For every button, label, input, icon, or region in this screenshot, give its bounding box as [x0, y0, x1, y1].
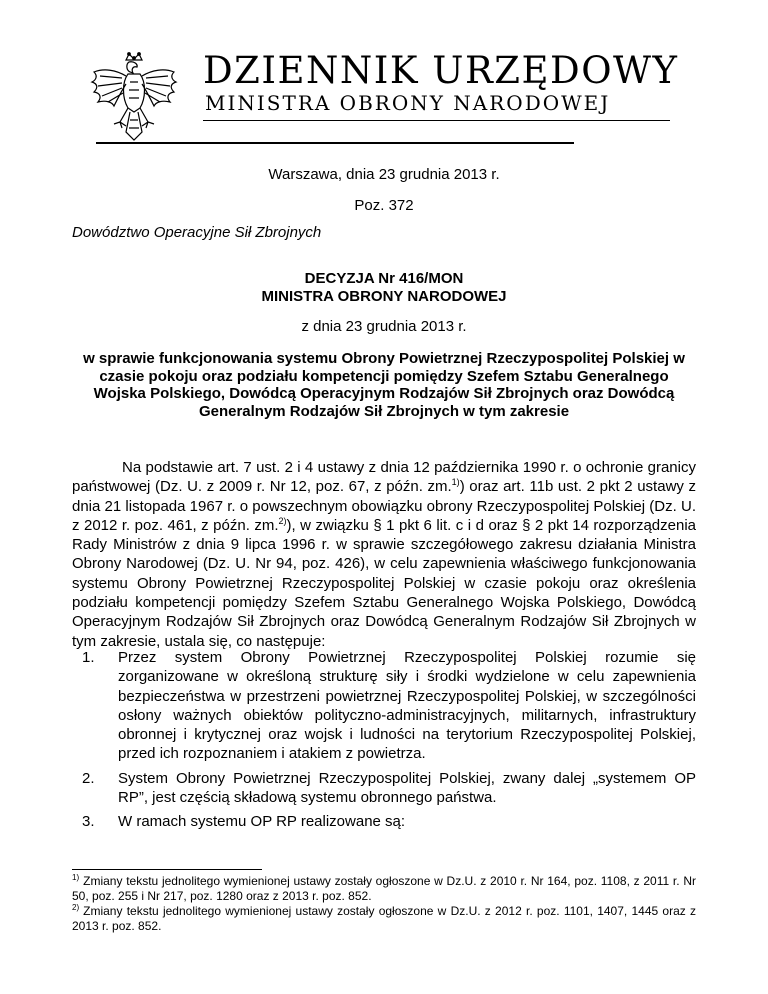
- footnote-mark: 2): [72, 903, 80, 912]
- footnote-text: Zmiany tekstu jednolitego wymienionej ustawy zostały ogłoszone w Dz.U. z 2010 r. Nr 164, poz. 1108, z 2011 r. Nr 50, poz. 255 i Nr 217, poz. 1280 oraz z 2013 r. poz. 852.: [72, 874, 696, 903]
- journal-subtitle: MINISTRA OBRONY NARODOWEJ: [205, 91, 611, 115]
- header-main-rule: [96, 142, 574, 144]
- preamble-part3: ), w związku § 1 pkt 6 lit. c i d oraz § 2 pkt 14 rozporządzenia Rady Ministrów z dnia 9 lipca 1996 r. w sprawie szczegółowego zakresu działania Ministra Obrony Narodowej (Dz. U. Nr 94, poz. 426), w celu zapewnienia właściwego funkcjonowania systemu Obrony Powietrznej Rzeczypospolitej Polskiej w czasie pokoju oraz określenia podziału kompetencji pomiędzy Szefem Sztabu Generalnego Wojska Polskiego, Dowódcą Operacyjnym Rodzajów Sił Zbrojnych oraz Dowódcą Generalnym Rodzajów Sił Zbrojnych w tym zakresie, ustala się, co następuje:: [72, 516, 696, 650]
- eagle-icon: [86, 50, 182, 150]
- footnote: [72, 874, 696, 904]
- list-item: [72, 769, 696, 808]
- preamble-part2: ) oraz art. 11b ust. 2 pkt 2 ustawy z dnia 21 listopada 1967 r. o powszechnym obowiązku obrony Rzeczypospolitej Polskiej (Dz. U. z 2012 r. poz. 461, z późn. zm.: [72, 478, 697, 534]
- list-item: [72, 812, 696, 831]
- polish-eagle-emblem: [86, 50, 182, 150]
- footnote-separator: [72, 869, 262, 870]
- list-item-number: 3.: [82, 813, 95, 831]
- list-item-text: W ramach systemu OP RP realizowane są:: [118, 813, 406, 831]
- footnote-ref-1[interactable]: 1): [451, 477, 460, 488]
- journal-title: DZIENNIK URZĘDOWY: [203, 49, 679, 92]
- footnote-ref-2[interactable]: 2): [278, 515, 287, 526]
- footnote-mark: 1): [72, 873, 80, 882]
- place-date: Warszawa, dnia 23 grudnia 2013 r.: [268, 166, 500, 183]
- decision-title: [0, 270, 768, 306]
- header-divider: [203, 120, 670, 121]
- list-item-text: Przez system Obrony Powietrznej Rzeczypospolitej Polskiej rozumie się zorganizowane w określoną strukturę siły i środki wydzielone w celu zapewnienia bezpieczeństwa w przestrzeni powietrznej Rzeczypospolitej Polskiej, w szczególności osłony ważnych obiektów polityczno-administracyjnych, militarnych, infrastruktury obronnej i krytycznej oraz wojsk i ludności na terytorium Rzeczypospolitej Polskiej, przed ich rozpoznaniem i atakiem z powietrza.: [118, 649, 696, 763]
- list-item-number: 1.: [82, 649, 95, 666]
- position-number: Poz. 372: [354, 197, 414, 214]
- decision-title-line2: MINISTRA OBRONY NARODOWEJ: [261, 288, 507, 305]
- preamble: [72, 458, 696, 651]
- preamble-paragraph: [72, 458, 696, 651]
- decision-title-line1: DECYZJA Nr 416/MON: [304, 270, 464, 287]
- decision-subject: w sprawie funkcjonowania systemu Obrony Powietrznej Rzeczypospolitej Polskiej w czasie pokoju oraz podziału kompetencji pomiędzy Szefem Sztabu Generalnego Wojska Polskiego, Dowódcą Operacyjnym Rodzajów Sił Zbrojnych oraz Dowódcą Generalnym Rodzajów Sił Zbrojnych w tym zakresie: [83, 350, 685, 420]
- list-item: [72, 648, 696, 764]
- list-item-text: System Obrony Powietrznej Rzeczypospolitej Polskiej, zwany dalej „systemem OP RP”, jest częścią składową systemu obronnego państwa.: [118, 769, 696, 807]
- issuer: Dowództwo Operacyjne Sił Zbrojnych: [72, 224, 322, 241]
- preamble-part1: Na podstawie art. 7 ust. 2 i 4 ustawy z dnia 12 października 1990 r. o ochronie granicy państwowej (Dz. U. z 2009 r. Nr 12, poz. 67, z późn. zm.: [72, 459, 696, 496]
- footnote-text: Zmiany tekstu jednolitego wymienionej ustawy zostały ogłoszone w Dz.U. z 2012 r. poz. 1101, 1407, 1445 oraz z 2013 r. poz. 852.: [72, 904, 696, 933]
- list-item-number: 2.: [82, 769, 95, 787]
- footnote: [72, 904, 696, 934]
- footnotes: [72, 874, 696, 934]
- numbered-list: [72, 648, 696, 837]
- decision-date: z dnia 23 grudnia 2013 r.: [301, 318, 467, 335]
